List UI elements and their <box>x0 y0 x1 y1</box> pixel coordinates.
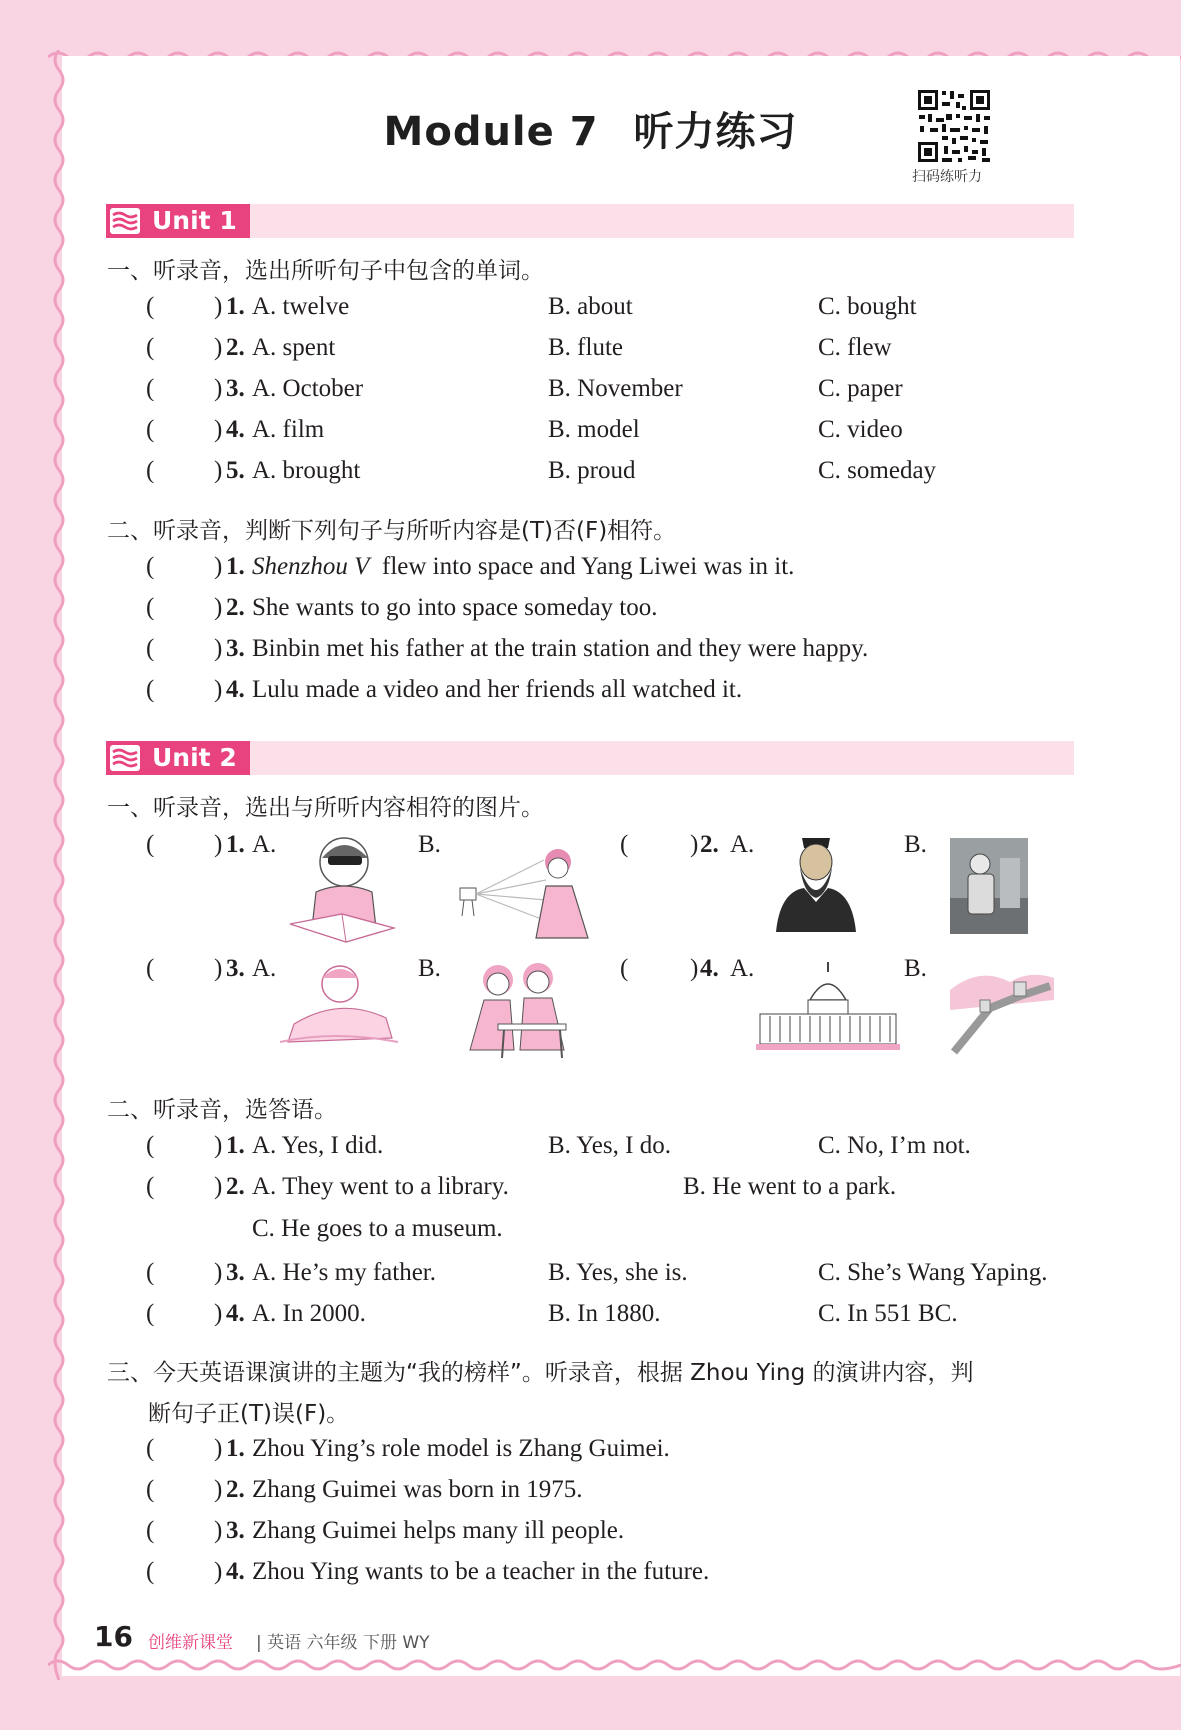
option-a[interactable]: A. October <box>252 375 364 402</box>
answer-paren-open[interactable]: ( <box>146 1173 155 1200</box>
question-number: 2. <box>226 1173 245 1200</box>
question-row <box>0 1256 1181 1290</box>
question-number: 3. <box>226 955 245 982</box>
picture-2a-confucius <box>768 832 864 934</box>
question-row <box>0 1432 1181 1466</box>
picture-option-b[interactable]: B. <box>904 831 927 858</box>
option-c[interactable]: C. flew <box>818 334 892 361</box>
option-a[interactable]: A. He’s my father. <box>252 1259 436 1286</box>
question-row <box>0 331 1181 365</box>
answer-paren-close[interactable]: ) <box>214 1173 223 1200</box>
answer-paren-close[interactable]: ) <box>214 553 223 580</box>
picture-3b-two-girls-at-table <box>462 958 574 1062</box>
u1-sec1-heading: 一、听录音，选出所听句子中包含的单词。 <box>107 258 544 284</box>
u2-sec2-heading: 二、听录音，选答语。 <box>107 1097 337 1123</box>
spacecraft-name: Shenzhou V <box>252 553 370 580</box>
answer-paren-open[interactable]: ( <box>146 293 155 320</box>
answer-paren-open[interactable]: ( <box>146 955 155 982</box>
picture-1a-girl-reading <box>286 832 396 948</box>
option-b[interactable]: B. He went to a park. <box>683 1173 897 1200</box>
option-a[interactable]: A. Yes, I did. <box>252 1132 384 1159</box>
answer-paren-open[interactable]: ( <box>146 1558 155 1585</box>
question-row <box>0 632 1181 666</box>
picture-option-a[interactable]: A. <box>730 831 755 858</box>
option-c[interactable]: C. bought <box>818 293 917 320</box>
question-number: 1. <box>226 1435 245 1462</box>
statement-text: flew into space and Yang Liwei was in it. <box>382 553 795 580</box>
answer-paren-open[interactable]: ( <box>146 676 155 703</box>
qr-label: 扫码练听力 <box>912 169 982 185</box>
question-number: 4. <box>700 955 719 982</box>
option-a[interactable]: A. In 2000. <box>252 1300 366 1327</box>
question-number: 2. <box>226 594 245 621</box>
question-number: 4. <box>226 1558 245 1585</box>
option-a[interactable]: A. spent <box>252 334 336 361</box>
option-b[interactable]: B. November <box>548 375 683 402</box>
picture-4b-great-wall <box>950 960 1054 1056</box>
unit2-label: Unit 2 <box>152 743 237 772</box>
waves-icon <box>110 208 140 234</box>
statement-text: Zhou Ying wants to be a teacher in the future. <box>252 1558 710 1585</box>
option-b[interactable]: B. Yes, she is. <box>548 1259 688 1286</box>
option-c[interactable]: C. video <box>818 416 903 443</box>
statement-text: Zhang Guimei helps many ill people. <box>252 1517 625 1544</box>
answer-paren-close[interactable]: ) <box>214 375 223 402</box>
picture-1b-girl-with-projector <box>454 840 596 950</box>
footer-book-info: | 英语 六年级 下册 WY <box>256 1633 430 1653</box>
question-row <box>0 290 1181 324</box>
question-number: 2. <box>226 334 245 361</box>
u1-sec2-heading: 二、听录音，判断下列句子与所听内容是(T)否(F)相符。 <box>107 518 677 544</box>
statement-text: Lulu made a video and her friends all watched it. <box>252 676 743 703</box>
option-b[interactable]: B. In 1880. <box>548 1300 661 1327</box>
question-number: 3. <box>226 635 245 662</box>
waves-icon <box>110 745 140 771</box>
option-c[interactable]: C. She’s Wang Yaping. <box>818 1259 1048 1286</box>
option-b[interactable]: B. about <box>548 293 633 320</box>
question-row <box>0 454 1181 488</box>
statement-text: Zhang Guimei was born in 1975. <box>252 1476 583 1503</box>
answer-paren-close[interactable]: ) <box>214 1300 223 1327</box>
picture-option-b[interactable]: B. <box>418 955 441 982</box>
question-number: 4. <box>226 1300 245 1327</box>
unit2-banner <box>106 741 1074 775</box>
question-row <box>0 372 1181 406</box>
answer-paren-close[interactable]: ) <box>214 955 223 982</box>
question-row <box>0 591 1181 625</box>
answer-paren-open[interactable]: ( <box>146 1476 155 1503</box>
option-b[interactable]: B. flute <box>548 334 623 361</box>
answer-paren-close[interactable]: ) <box>214 334 223 361</box>
question-row <box>0 1129 1181 1163</box>
option-b[interactable]: B. model <box>548 416 640 443</box>
statement-text: Zhou Ying’s role model is Zhang Guimei. <box>252 1435 670 1462</box>
bottom-wave-border <box>48 1650 1181 1680</box>
question-row <box>0 550 1181 584</box>
question-row <box>0 413 1181 447</box>
question-row <box>0 1514 1181 1548</box>
answer-paren-close[interactable]: ) <box>214 1132 223 1159</box>
answer-paren-open[interactable]: ( <box>146 1300 155 1327</box>
question-row <box>0 1170 1181 1204</box>
picture-option-a[interactable]: A. <box>730 955 755 982</box>
u2-sec1-heading: 一、听录音，选出与所听内容相符的图片。 <box>107 795 544 821</box>
picture-option-b[interactable]: B. <box>418 831 441 858</box>
answer-paren-open[interactable]: ( <box>146 1517 155 1544</box>
title-module: Module 7 <box>383 109 599 155</box>
answer-paren-close[interactable]: ) <box>214 1476 223 1503</box>
answer-paren-open[interactable]: ( <box>146 416 155 443</box>
question-row <box>0 1473 1181 1507</box>
unit1-label: Unit 1 <box>152 206 237 235</box>
answer-paren-close[interactable]: ) <box>214 635 223 662</box>
question-number: 3. <box>226 1259 245 1286</box>
question-number: 5. <box>226 457 245 484</box>
answer-paren-open[interactable]: ( <box>146 1435 155 1462</box>
unit2-tag <box>106 741 250 775</box>
unit1-tag <box>106 204 250 238</box>
answer-paren-close[interactable]: ) <box>690 955 699 982</box>
picture-3a-boy-lying <box>274 960 404 1050</box>
question-number: 4. <box>226 676 245 703</box>
title-listening: 听力练习 <box>633 109 798 155</box>
u2-sec3-heading-line2: 断句子正(T)误(F)。 <box>148 1401 350 1427</box>
page-number: 16 <box>94 1620 133 1653</box>
answer-paren-close[interactable]: ) <box>214 594 223 621</box>
statement-text: Binbin met his father at the train station and they were happy. <box>252 635 869 662</box>
unit1-banner <box>106 204 1074 238</box>
option-c[interactable]: C. someday <box>818 457 937 484</box>
option-c[interactable]: C. He goes to a museum. <box>252 1215 503 1242</box>
question-number: 1. <box>226 293 245 320</box>
answer-paren-close[interactable]: ) <box>214 1259 223 1286</box>
qr-code-icon[interactable] <box>916 88 992 164</box>
question-number: 1. <box>226 831 245 858</box>
answer-paren-close[interactable]: ) <box>214 457 223 484</box>
answer-paren-open[interactable]: ( <box>146 831 155 858</box>
option-a[interactable]: A. twelve <box>252 293 350 320</box>
answer-paren-open[interactable]: ( <box>146 1259 155 1286</box>
picture-4a-capitol-building <box>756 960 900 1052</box>
question-number: 1. <box>226 1132 245 1159</box>
answer-paren-close[interactable]: ) <box>214 416 223 443</box>
answer-paren-close[interactable]: ) <box>214 676 223 703</box>
answer-paren-close[interactable]: ) <box>214 1517 223 1544</box>
option-c[interactable]: C. paper <box>818 375 903 402</box>
question-number: 1. <box>226 553 245 580</box>
question-row <box>0 1555 1181 1589</box>
picture-option-a[interactable]: A. <box>252 955 277 982</box>
question-number: 3. <box>226 375 245 402</box>
answer-paren-close[interactable]: ) <box>214 831 223 858</box>
question-number: 4. <box>226 416 245 443</box>
option-b[interactable]: B. Yes, I do. <box>548 1132 671 1159</box>
u2-sec3-heading-line1: 三、今天英语课演讲的主题为“我的榜样”。听录音，根据 Zhou Ying 的演讲内容，判 <box>107 1360 974 1386</box>
answer-paren-open[interactable]: ( <box>146 457 155 484</box>
answer-paren-open[interactable]: ( <box>620 955 629 982</box>
option-c[interactable]: C. In 551 BC. <box>818 1300 958 1327</box>
option-c[interactable]: C. No, I’m not. <box>818 1132 971 1159</box>
answer-paren-open[interactable]: ( <box>146 334 155 361</box>
footer-brand: 创维新课堂 <box>148 1633 233 1653</box>
question-row <box>0 1297 1181 1331</box>
answer-paren-open[interactable]: ( <box>146 635 155 662</box>
answer-paren-open[interactable]: ( <box>146 375 155 402</box>
answer-paren-open[interactable]: ( <box>620 831 629 858</box>
answer-paren-close[interactable]: ) <box>214 1558 223 1585</box>
picture-option-b[interactable]: B. <box>904 955 927 982</box>
option-a[interactable]: A. film <box>252 416 325 443</box>
question-row <box>0 673 1181 707</box>
answer-paren-close[interactable]: ) <box>214 1435 223 1462</box>
answer-paren-close[interactable]: ) <box>690 831 699 858</box>
option-b[interactable]: B. proud <box>548 457 636 484</box>
page-title <box>0 100 1181 157</box>
statement-text: She wants to go into space someday too. <box>252 594 658 621</box>
answer-paren-open[interactable]: ( <box>146 1132 155 1159</box>
option-a[interactable]: A. brought <box>252 457 361 484</box>
picture-2b-astronaut-photo <box>950 838 1028 934</box>
answer-paren-open[interactable]: ( <box>146 594 155 621</box>
answer-paren-close[interactable]: ) <box>214 293 223 320</box>
question-number: 3. <box>226 1517 245 1544</box>
option-a[interactable]: A. They went to a library. <box>252 1173 509 1200</box>
question-number: 2. <box>226 1476 245 1503</box>
question-number: 2. <box>700 831 719 858</box>
answer-paren-open[interactable]: ( <box>146 553 155 580</box>
picture-option-a[interactable]: A. <box>252 831 277 858</box>
